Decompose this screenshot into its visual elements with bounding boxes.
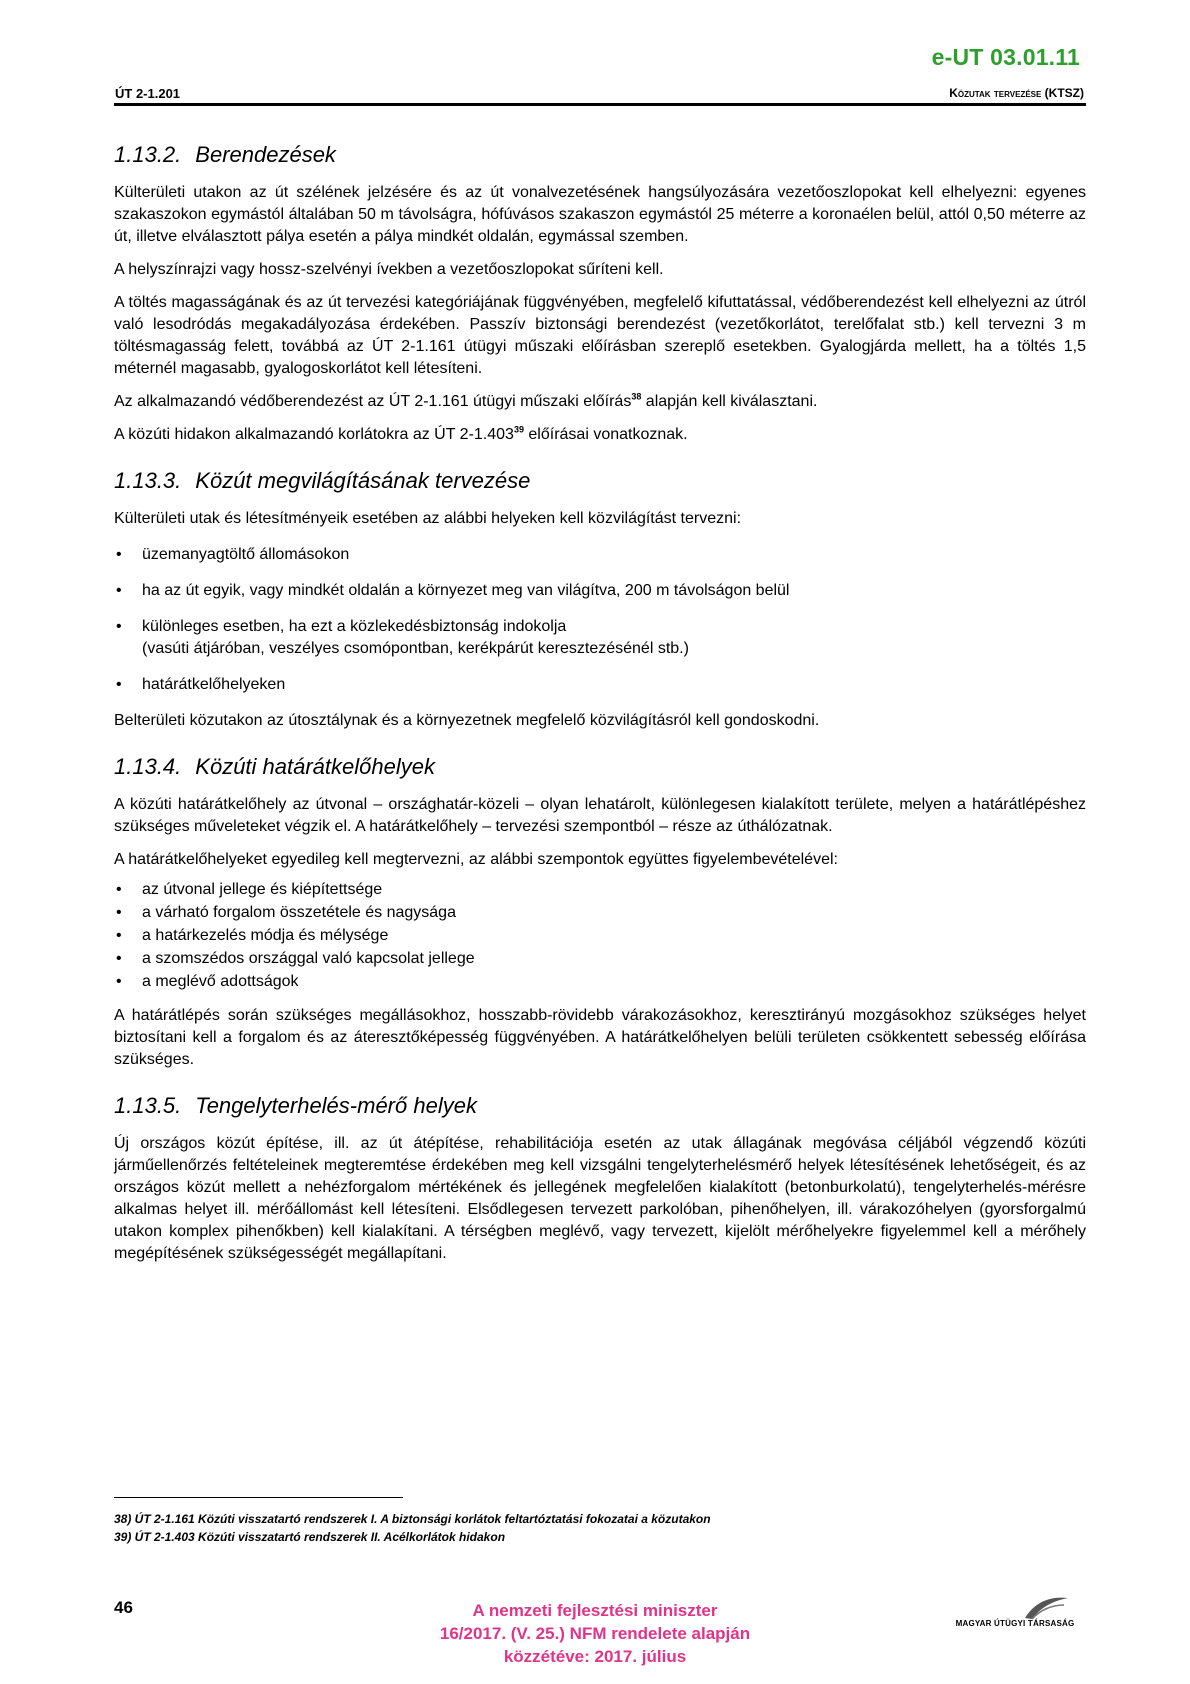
section-heading-kozvilagitas (114, 466, 1086, 496)
paragraph: A helyszínrajzi vagy hossz-szelvényi ívekben a vezetőoszlopokat sűríteni kell. (114, 261, 664, 278)
section-heading-berendezesek (114, 140, 1086, 170)
society-logo (940, 1588, 1090, 1638)
paragraph: A határátlépés során szükséges megállásokhoz, hosszabb-rövidebb várakozásokhoz, keresztirányú mozgásokhoz szükséges helyet biztosítani kell a forgalom és az áteresztőképesség függvényében. A határátkelőhelyen belüli területen csökkentett sebesség előírása szükséges. (114, 1007, 1086, 1068)
list-item: • a meglévő adottságok (114, 970, 1086, 993)
section-title: Közút megvilágításának tervezése (195, 468, 531, 493)
list-item: • a várható forgalom összetétele és nagysága (114, 901, 1086, 924)
list-item: • a szomszédos országgal való kapcsolat jellege (114, 947, 1086, 970)
paragraph: Külterületi utak és létesítményeik esetében az alábbi helyeken kell közvilágítást tervezni: (114, 510, 742, 527)
footnote-ref[interactable]: 38 (631, 391, 642, 402)
publication-line: 16/2017. (V. 25.) NFM rendelete alapján (439, 1624, 751, 1643)
paragraph: Új országos közút építése, ill. az út átépítése, rehabilitációja esetén az utak állagának megóvása céljából végzendő közúti járműellenőrzés feltételeinek megteremtése érdekében meg kell vizsgálni tengelyterhelésmérő helyek létesítésének lehetőségeit, és az országos közút mellett a nehézforgalom mértékének és jellegének megfelelően kialakított (betonburkolatú), tengelyterhelés-mérésre alkalmas helyet ill. mérőállomást kell létesíteni. Elsődlegesen tervezett parkolóban, pihenőhelyen, ill. várakozóhelyen (gyorsforgalmú utakon komplex pihenőkben) kell kialakítani. A térségben meglévő, vagy tervezett, kijelölt mérőhelyekre figyelemmel kell a mérőhely megépítésének szükségességét megállapítani. (114, 1135, 1086, 1262)
footnote-ref[interactable]: 39 (513, 424, 524, 435)
paragraph (114, 391, 1086, 413)
header-rule (114, 103, 1086, 106)
text-run: Az alkalmazandó védőberendezést az ÚT 2-1.161 útügyi műszaki előírás (114, 393, 632, 410)
list-item-text: • különleges esetben, ha ezt a közlekedésbiztonság indokolja (142, 618, 567, 635)
bullet-list (114, 878, 1086, 993)
standard-number: ÚT 2-1.201 (115, 86, 181, 101)
paragraph (114, 424, 1086, 446)
paragraph: Belterületi közutakon az útosztálynak és a környezetnek megfelelő közvilágításról kell gondoskodni. (114, 712, 820, 729)
section-number: 1.13.4. (114, 754, 182, 779)
text-run: alapján kell kiválasztani. (641, 393, 818, 410)
footnote-rule (114, 1497, 403, 1498)
section-number: 1.13.2. (114, 142, 182, 167)
paragraph: A határátkelőhelyeket egyedileg kell megtervezni, az alábbi szempontok együttes figyelembevételével: (114, 851, 838, 868)
text-run: A közúti hidakon alkalmazandó korlátokra az ÚT 2-1.403 (114, 426, 514, 443)
paragraph: A töltés magasságának és az út tervezési kategóriájának függvényében, megfelelő kifuttatással, védőberendezést kell elhelyezni az útról való lesodródás megakadályozása érdekében. Passzív biztonsági berendezést (vezetőkorlátot, terelőfalat stb.) kell tervezni 3 m töltésmagasság felett, továbbá az ÚT 2-1.161 útügyi műszaki előírásban szereplő esetekben. Gyalogjárda mellett, ha a töltés 1,5 méternél magasabb, gyalogoskorlátot kell létesíteni. (114, 294, 1086, 377)
document-code: e-UT 03.01.11 (931, 44, 1080, 70)
section-title: Berendezések (195, 142, 336, 167)
paragraph: Külterületi utakon az út szélének jelzésére és az út vonalvezetésének hangsúlyozására vezetőoszlopokat kell elhelyezni: egyenes szakaszokon egymástól általában 50 m távolságra, hófúvásos szakaszon egymástól 25 méterre a koronaélen belül, attól 0,50 méterre az út, illetve elválasztott pálya esetén a pálya mindkét oldalán, egymással szemben. (114, 184, 1086, 245)
publication-line: közzétéve: 2017. július (503, 1647, 687, 1666)
section-title: Közúti határátkelőhelyek (195, 754, 435, 779)
bullet-list (114, 544, 1086, 696)
list-item (114, 616, 1086, 660)
section-number: 1.13.5. (114, 1093, 182, 1118)
footnote-38: 38) ÚT 2-1.161 Közúti visszatartó rendszerek I. A biztonsági korlátok feltartóztatási fokozatai a közutakon (114, 1512, 711, 1526)
list-item: • az útvonal jellege és kiépítettsége (114, 878, 1086, 901)
section-number: 1.13.3. (114, 468, 182, 493)
paragraph: A közúti határátkelőhely az útvonal – országhatár-közeli – olyan lehatárolt, különlegesen kialakított területe, melyen a határátlépéshez szükséges műveleteket végzik el. A határátkelőhely – tervezési szempontból – része az úthálózatnak. (114, 796, 1086, 835)
list-item: • a határkezelés módja és mélysége (114, 924, 1086, 947)
page-number: 46 (114, 1598, 133, 1617)
list-item: • ha az út egyik, vagy mindkét oldalán a környezet meg van világítva, 200 m távolságon belül (114, 580, 1086, 602)
logo-text: MAGYAR ÚTÜGYI TÁRSASÁG (955, 1619, 1075, 1628)
section-title: Tengelyterhelés-mérő helyek (195, 1093, 477, 1118)
publication-line: A nemzeti fejlesztési miniszter (472, 1601, 718, 1620)
publication-note (395, 1599, 795, 1668)
page-content (114, 140, 1086, 1276)
section-heading-hatarkelohelyek (114, 752, 1086, 782)
section-heading-tengelyterheles (114, 1091, 1086, 1121)
text-run: előírásai vonatkoznak. (523, 426, 688, 443)
list-item-note: (vasúti átjáróban, veszélyes csomópontban, kerékpárút keresztezésénél stb.) (142, 640, 689, 657)
header-title: Közutak tervezése (KTSZ) (949, 86, 1084, 100)
footnote-39: 39) ÚT 2-1.403 Közúti visszatartó rendszerek II. Acélkorlátok hidakon (114, 1530, 506, 1544)
list-item: • üzemanyagtöltő állomásokon (114, 544, 1086, 566)
list-item: • határátkelőhelyeken (114, 674, 1086, 696)
